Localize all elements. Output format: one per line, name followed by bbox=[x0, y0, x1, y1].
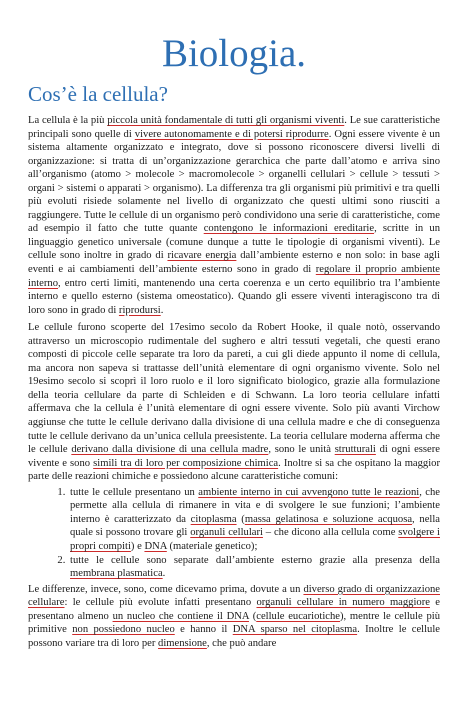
text-run: , sono le unità bbox=[268, 444, 335, 456]
underlined-text: ambiente interno in cui avvengono tutte le reazioni bbox=[198, 486, 420, 498]
text-run: – che dicono alla cellula come bbox=[262, 527, 399, 539]
underlined-text: derivano dalla divisione di una cellula madre bbox=[71, 444, 269, 456]
text-run: , nella quale si possono trovare gli bbox=[70, 513, 440, 539]
text-run: , che può andare bbox=[206, 637, 277, 649]
text-run: ( bbox=[236, 513, 245, 525]
paragraph-intro bbox=[28, 114, 440, 317]
text-run: tutte le cellule presentano un bbox=[70, 486, 199, 498]
text-run: , che permette alla cellula di rimanere in vita e di svolgere le sue funzioni; l’ambiente interno è caratterizzato da bbox=[70, 486, 440, 525]
underlined-text: DNA sparso nel citoplasma bbox=[232, 624, 358, 636]
document-page bbox=[0, 32, 474, 702]
underlined-text: cellule eucariotiche bbox=[256, 610, 340, 622]
text-run: . bbox=[160, 304, 164, 316]
text-run: e presentano almeno bbox=[28, 597, 440, 622]
text-run: ), mentre le cellule più primitive bbox=[28, 610, 440, 636]
text-run: : le cellule più evolute infatti presentano bbox=[64, 597, 257, 609]
underlined-text: un nucleo che contiene il DNA bbox=[112, 610, 249, 622]
underlined-text: vivere autonomamente e di potersi riprodurre bbox=[134, 128, 329, 140]
text-run: La cellula è la più bbox=[28, 115, 108, 126]
underlined-text: svolgere i propri compiti bbox=[70, 527, 440, 552]
text-run: . Inoltre le cellule possono variare tra di loro per bbox=[28, 624, 440, 649]
text-run: , scritte in un linguaggio genetico universale (comune dunque a tutte le tipologie di organismi viventi). Le cellule sono inoltre in grado di bbox=[28, 223, 440, 262]
underlined-text: organuli cellulare in numero maggiore bbox=[256, 597, 430, 609]
underlined-text: membrana plasmatica bbox=[70, 568, 163, 580]
underlined-text: piccola unità fondamentale di tutti gli organismi viventi bbox=[107, 115, 345, 126]
characteristics-list bbox=[28, 486, 440, 581]
underlined-text: regolare il proprio ambiente interno bbox=[28, 264, 440, 289]
text-run: . Inoltre si sa che ospitano la maggior parte delle reazioni chimiche e possiedono alcune caratteristiche comuni: bbox=[28, 457, 440, 483]
text-run: , entro certi limiti, mantenendo una certa coerenza e un certo equilibrio tra l’ambiente interno e quello esterno (sistema omeostatico). Quando gli essere viventi interagiscono tra di loro sono in grado di bbox=[28, 277, 440, 316]
underlined-text: citoplasma bbox=[190, 513, 237, 525]
text-run: (materiale genetico); bbox=[166, 540, 258, 552]
underlined-text: DNA bbox=[144, 540, 167, 552]
text-run: di ogni essere vivente e sono bbox=[28, 444, 440, 469]
list-item bbox=[68, 554, 440, 581]
underlined-text: non possiedono nucleo bbox=[72, 624, 175, 636]
text-run: ( bbox=[248, 610, 257, 622]
paragraph-differences bbox=[28, 583, 440, 651]
underlined-text: strutturali bbox=[334, 444, 376, 456]
text-run: dall’ambiente esterno e non solo: in base agli eventi e ai cambiamenti dell’ambiente esterno sono in grado di bbox=[28, 250, 440, 276]
list-item bbox=[68, 486, 440, 554]
text-run: . Le sue caratteristiche principali sono quelle di bbox=[28, 115, 440, 140]
underlined-text: riprodursi bbox=[118, 304, 161, 316]
text-run: Le differenze, invece, sono, come dicevamo prima, dovute a un bbox=[28, 583, 304, 595]
underlined-text: organuli cellulari bbox=[190, 527, 263, 539]
document-title: Biologia. bbox=[161, 32, 307, 75]
underlined-text: diverso grado di organizzazione cellulare bbox=[28, 583, 440, 609]
underlined-text: simili tra di loro per composizione chimica bbox=[93, 457, 279, 469]
text-run: ) e bbox=[130, 540, 145, 552]
text-run: . Ogni essere vivente è un sistema altamente organizzato e integrato, dove si possono riconoscere diversi livelli di organizzazione: si tratta di un’organizzazione gerarchica che parte dall’atomo e arriva sino all’organismo (atomo > molecole > macromolecole > organelli cellulari > cellule > tessuti > organi > sistemi o apparati > organismo). La differenza tra gli organismi più primitivi e tra quelli più evoluti risiede solamente nel livello di organizzato che questi ultimi sono riusciti a raggiungere. Tutte le cellule di un organismo però condividono una serie di caratteristiche, come ad esempio il fatto che tutte quante bbox=[28, 128, 441, 235]
section-heading: Cos’è la cellula? bbox=[28, 82, 168, 106]
text-run: tutte le cellule sono separate dall’ambiente esterno grazie alla presenza della bbox=[70, 554, 440, 566]
text-run: . bbox=[162, 568, 166, 580]
paragraph-history bbox=[28, 321, 440, 484]
underlined-text: contengono le informazioni ereditarie bbox=[203, 223, 375, 235]
text-run: Le cellule furono scoperte del 17esimo secolo da Robert Hooke, il quale notò, osservando attraverso un microscopio rudimentale del sughero e altri tessuti vegetali, che questi erano composti di piccole celle separate tra loro da pareti, a cui gli diede appunto il nome di cellula, ma ancora non sapeva si trattasse dell’unità elementare di ogni organismo vivente. Solo nel 19esimo secolo si scoprì il loro ruolo e il loro significato biologico, grazie alla formulazione della teoria cellulare da parte di Schleiden e di Schwann. La loro teoria cellulare infatti affermava che la cellula è l’unità elementare di ogni essere vivente. Solo più avanti Virchow aggiunse che tutte le cellule derivano dalla divisione di una cellula madre e che di conseguenza tutte le cellule derivano da un’unica cellula preesistente. La teoria cellulare moderna afferma che le cellule bbox=[28, 322, 440, 456]
underlined-text: dimensione bbox=[158, 637, 207, 649]
underlined-text: ricavare energia bbox=[167, 250, 237, 262]
underlined-text: massa gelatinosa e soluzione acquosa bbox=[244, 513, 413, 525]
text-run: e hanno il bbox=[174, 624, 233, 636]
